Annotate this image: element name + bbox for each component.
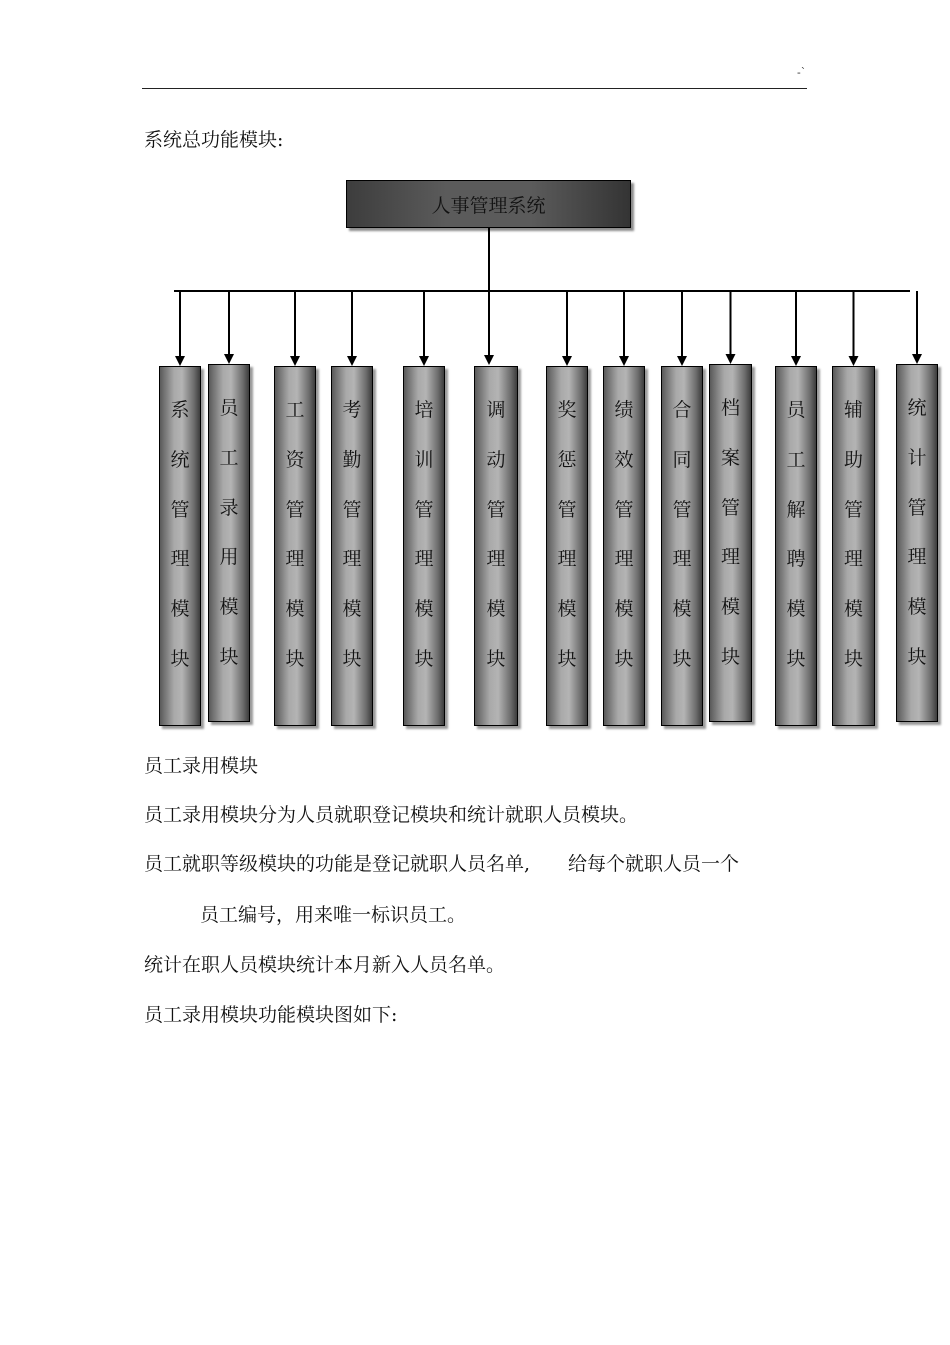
module-char: 理 [907,546,927,569]
module-char: 块 [720,645,740,668]
module-char: 块 [843,647,863,670]
module-char: 管 [170,498,190,521]
module-char: 模 [843,598,863,621]
module-char: 案 [720,446,740,469]
module-char: 用 [219,546,239,569]
module-char: 理 [414,548,434,571]
module-char: 绩 [614,399,634,421]
module-char: 管 [907,496,927,519]
module-char: 块 [786,647,806,670]
module-char: 块 [285,647,305,670]
paragraph-1: 员工录用模块分为人员就职登记模块和统计就职人员模块。 [144,804,639,826]
module-char: 块 [614,647,634,670]
module-char: 员 [786,399,806,421]
module-box-10 [709,364,752,722]
module-char: 模 [486,598,506,621]
module-char: 合 [672,399,692,421]
module-char: 理 [342,548,362,571]
module-char: 训 [414,448,434,471]
header-mark: -` [797,66,807,79]
module-box-5 [403,366,445,726]
module-char: 管 [342,498,362,521]
module-box-9 [661,366,703,726]
module-char: 系 [170,399,190,421]
module-char: 聘 [786,548,806,571]
module-char: 块 [342,647,362,670]
module-char: 块 [414,647,434,670]
paragraph-2 [144,852,739,876]
module-box-3 [274,366,316,726]
module-char: 块 [219,645,239,668]
module-char: 管 [285,498,305,521]
module-char: 动 [486,448,506,471]
module-char: 块 [486,647,506,670]
paragraph-2-part-a: 员工就职等级模块的功能是登记就职人员名单, [144,853,531,875]
paragraph-4: 员工录用模块功能模块图如下: [144,1004,398,1026]
module-box-1 [159,366,201,726]
module-char: 员 [219,397,239,419]
module-char: 辅 [843,399,863,421]
section-heading: 员工录用模块 [144,755,259,777]
module-char: 计 [907,446,927,469]
module-char: 奖 [557,399,577,421]
module-char: 模 [170,598,190,621]
module-char: 模 [672,598,692,621]
intro-label: 系统总功能模块: [144,129,284,151]
module-char: 资 [285,448,305,471]
module-char: 考 [342,399,362,421]
module-char: 模 [414,598,434,621]
module-box-13 [896,364,938,722]
module-char: 管 [486,498,506,521]
module-box-2 [208,364,250,722]
module-char: 块 [170,647,190,670]
module-char: 模 [285,598,305,621]
module-char: 统 [170,448,190,471]
module-char: 工 [786,448,806,471]
module-char: 理 [672,548,692,571]
module-char: 管 [557,498,577,521]
paragraph-3: 统计在职人员模块统计本月新入人员名单。 [144,954,506,976]
module-char: 管 [672,498,692,521]
module-char: 效 [614,448,634,471]
module-box-7 [546,366,588,726]
module-char: 录 [219,496,239,519]
module-char: 工 [285,399,305,421]
module-char: 理 [285,548,305,571]
paragraph-2-continued: 员工编号，用来唯一标识员工。 [200,904,467,926]
module-char: 助 [843,448,863,471]
module-char: 模 [720,596,740,619]
module-char: 档 [720,397,740,419]
root-node: 人事管理系统 [346,180,631,228]
module-char: 同 [672,448,692,471]
module-char: 调 [486,399,506,421]
module-char: 管 [720,496,740,519]
module-char: 模 [907,596,927,619]
module-box-11 [775,366,817,726]
module-char: 块 [557,647,577,670]
paragraph-2-part-b: 给每个就职人员一个 [568,853,740,875]
module-char: 管 [843,498,863,521]
module-char: 管 [414,498,434,521]
module-char: 工 [219,446,239,469]
module-char: 模 [557,598,577,621]
module-box-6 [474,366,518,726]
module-char: 理 [614,548,634,571]
module-char: 模 [219,596,239,619]
module-char: 惩 [557,448,577,471]
module-char: 模 [786,598,806,621]
module-char: 模 [342,598,362,621]
module-char: 培 [414,399,434,421]
module-char: 块 [907,645,927,668]
module-char: 理 [843,548,863,571]
module-char: 理 [170,548,190,571]
module-char: 勤 [342,448,362,471]
module-box-8 [603,366,645,726]
module-box-4 [331,366,373,726]
module-char: 模 [614,598,634,621]
module-char: 解 [786,498,806,521]
module-char: 理 [557,548,577,571]
module-box-12 [832,366,875,726]
module-char: 理 [720,546,740,569]
module-char: 统 [907,397,927,419]
module-char: 理 [486,548,506,571]
module-char: 管 [614,498,634,521]
module-char: 块 [672,647,692,670]
